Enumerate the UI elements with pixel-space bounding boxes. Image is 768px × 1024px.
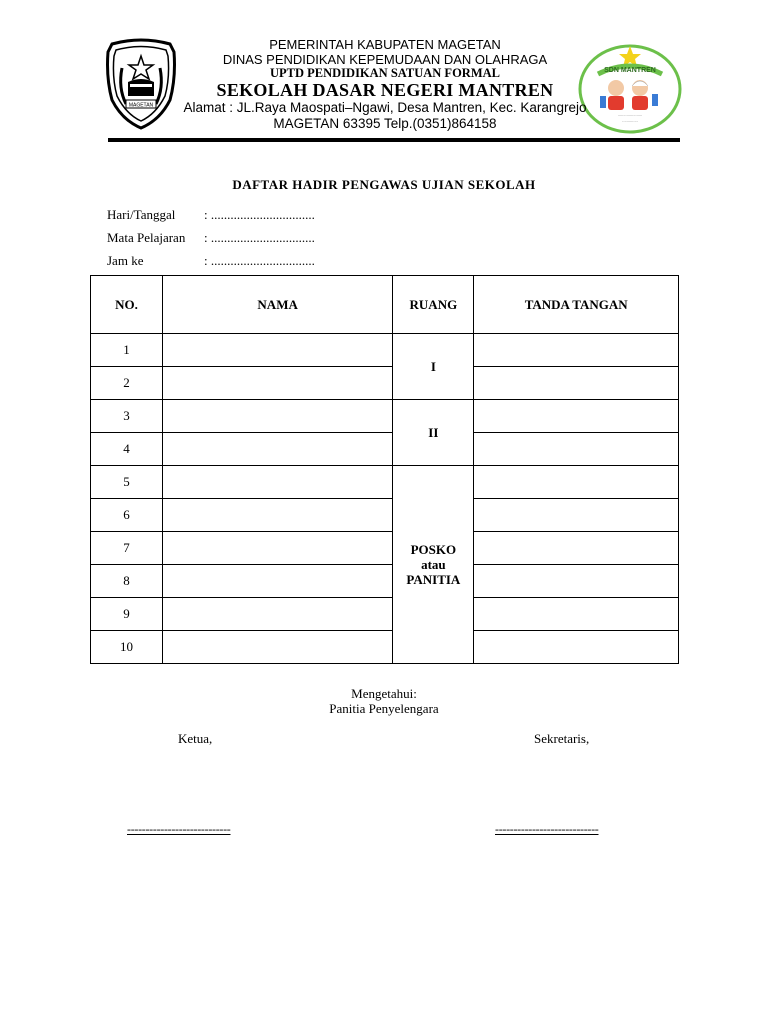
table-row — [91, 367, 679, 400]
row-number: 10 — [91, 631, 163, 664]
table-row — [91, 598, 679, 631]
government-name: PEMERINTAH KABUPATEN MAGETAN — [269, 37, 501, 52]
school-address: Alamat : JL.Raya Maospati–Ngawi, Desa Mantren, Kec. Karangrejo — [183, 100, 587, 115]
name-cell — [162, 631, 393, 664]
letterhead-divider — [108, 138, 680, 142]
row-number: 1 — [91, 334, 163, 367]
name-cell — [162, 499, 393, 532]
signature-cell — [474, 598, 679, 631]
name-cell — [162, 400, 393, 433]
table-row — [91, 532, 679, 565]
row-number: 3 — [91, 400, 163, 433]
table-row — [91, 466, 679, 499]
name-cell — [162, 598, 393, 631]
magetan-regency-emblem-icon — [104, 38, 178, 130]
table-row — [91, 499, 679, 532]
secretary-label: Sekretaris, — [534, 731, 590, 746]
name-cell — [162, 466, 393, 499]
city-phone: MAGETAN 63395 Telp.(0351)864158 — [273, 116, 497, 131]
row-number: 5 — [91, 466, 163, 499]
room-cell-2: II — [393, 400, 474, 466]
signature-cell — [474, 532, 679, 565]
room-atau-label: atau — [421, 557, 446, 572]
signature-cell — [474, 466, 679, 499]
svg-text:MAGETAN: MAGETAN — [128, 102, 154, 109]
info-value-hour: : ................................ — [204, 253, 315, 268]
info-value-subject: : ................................ — [204, 230, 315, 245]
room-panitia-label: PANITIA — [406, 572, 461, 587]
name-cell — [162, 367, 393, 400]
name-cell — [162, 334, 393, 367]
sdn-mantren-logo-icon — [578, 44, 682, 134]
header-signature: TANDA TANGAN — [474, 276, 679, 334]
table-row — [91, 400, 679, 433]
row-number: 4 — [91, 433, 163, 466]
row-number: 8 — [91, 565, 163, 598]
room-cell-1: I — [393, 334, 474, 400]
department-name: DINAS PENDIDIKAN KEPEMUDAAN DAN OLAHRAGA — [222, 52, 548, 67]
secretary-signature-line: ---------------------------- — [495, 822, 599, 836]
row-number: 7 — [91, 532, 163, 565]
unit-name: UPTD PENDIDIKAN SATUAN FORMAL — [270, 66, 500, 80]
svg-text:..............: .............. — [622, 118, 638, 123]
room-cell-posko — [393, 466, 474, 664]
table-row — [91, 433, 679, 466]
table-header-row — [91, 276, 679, 334]
row-number: 9 — [91, 598, 163, 631]
signature-cell — [474, 400, 679, 433]
svg-text:......................: ...................... — [617, 112, 643, 117]
row-number: 6 — [91, 499, 163, 532]
table-row — [91, 565, 679, 598]
header-room: RUANG — [393, 276, 474, 334]
name-cell — [162, 565, 393, 598]
header-name: NAMA — [162, 276, 393, 334]
signature-cell — [474, 433, 679, 466]
chairman-label: Ketua, — [178, 731, 213, 746]
signature-cell — [474, 631, 679, 664]
signature-cell — [474, 499, 679, 532]
svg-text:SDN MANTREN: SDN MANTREN — [604, 67, 656, 74]
name-cell — [162, 532, 393, 565]
school-name: SEKOLAH DASAR NEGERI MANTREN — [216, 80, 554, 100]
signature-cell — [474, 334, 679, 367]
committee-label: Panitia Penyelengara — [329, 701, 439, 716]
row-number: 2 — [91, 367, 163, 400]
table-row — [91, 334, 679, 367]
table-row — [91, 631, 679, 664]
document-title: DAFTAR HADIR PENGAWAS UJIAN SEKOLAH — [232, 177, 536, 192]
attendance-table — [90, 275, 679, 664]
signature-cell — [474, 367, 679, 400]
chairman-signature-line: ---------------------------- — [127, 822, 231, 836]
header-no: NO. — [91, 276, 163, 334]
acknowledged-label: Mengetahui: — [351, 686, 417, 701]
room-posko-label: POSKO — [410, 542, 457, 557]
info-label-day-date: Hari/Tanggal — [107, 207, 176, 222]
info-value-day-date: : ................................ — [204, 207, 315, 222]
info-label-hour: Jam ke — [107, 253, 144, 268]
info-label-subject: Mata Pelajaran — [107, 230, 186, 245]
name-cell — [162, 433, 393, 466]
signature-cell — [474, 565, 679, 598]
